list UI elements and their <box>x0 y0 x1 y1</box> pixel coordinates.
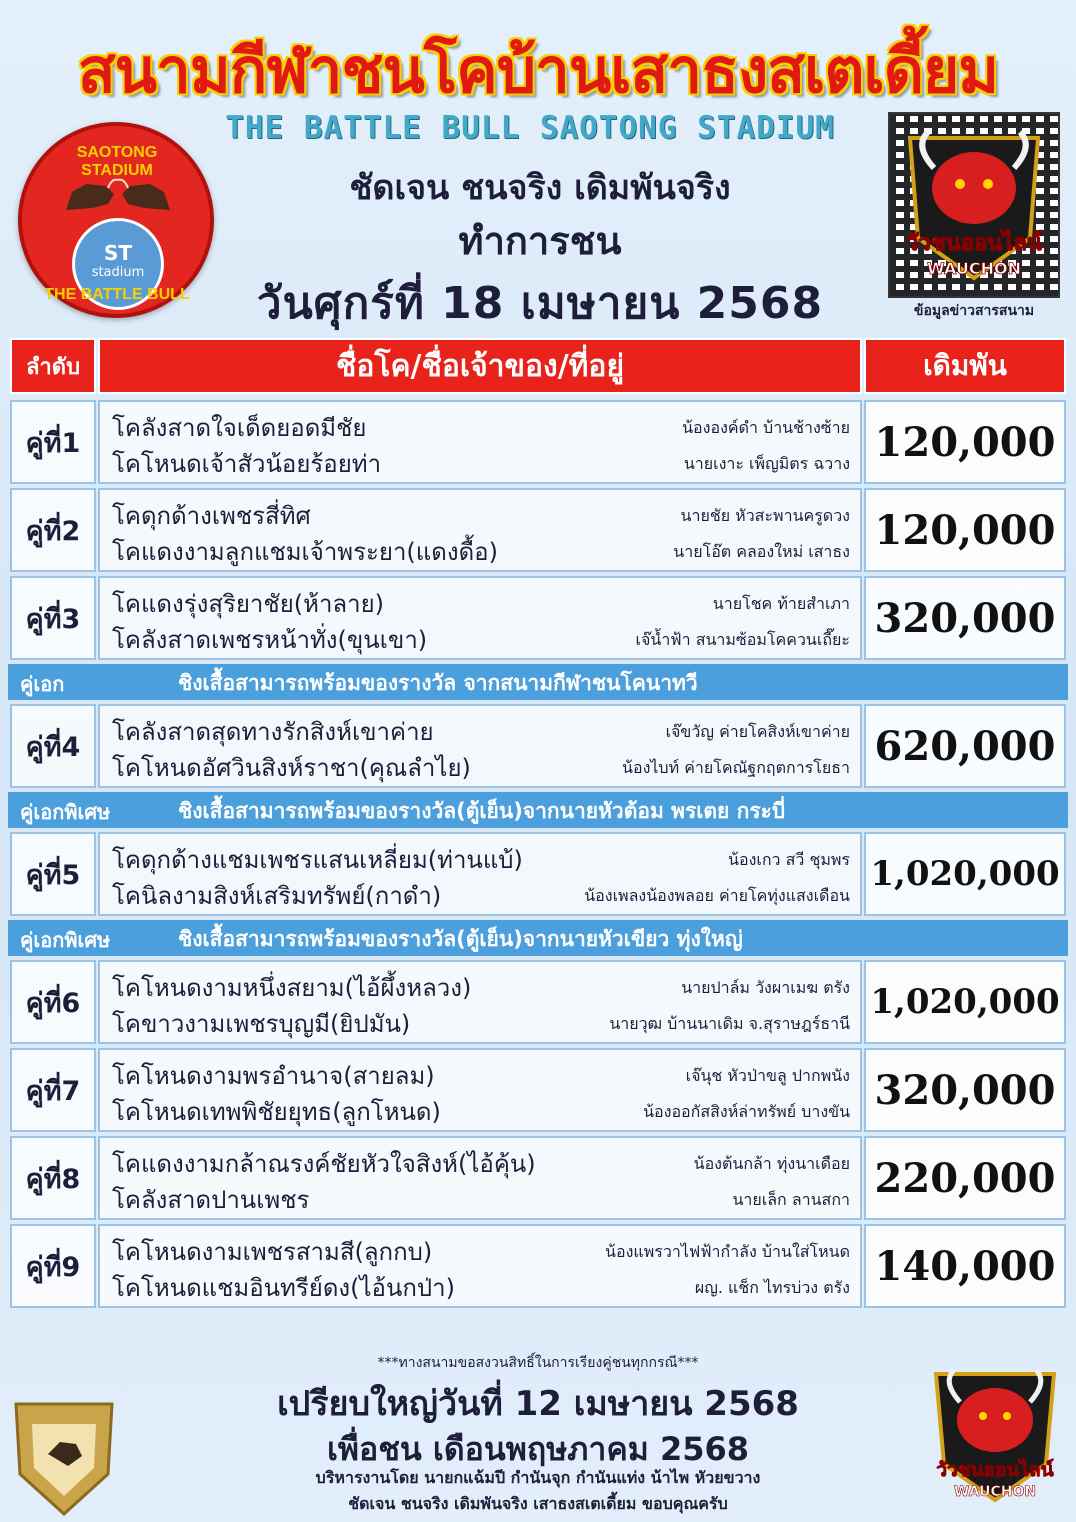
footer-management: บริหารงานโดย นายกแฉ้มปี กำนันจุก กำนันแท่ง น้าไพ หัวยขวาง <box>315 1468 761 1487</box>
owner-b: เจ๊น้ำฟ้า สนามซ้อมโคควนเถี๊ยะ <box>635 630 850 649</box>
bull-b-name: โคลังสาดปานเพชร <box>112 1186 310 1214</box>
logo-ring-bottom-text: THE BATTLE BULL <box>44 286 190 303</box>
bull-b-name: โคโหนดเจ้าสัวน้อยร้อยท่า <box>112 450 382 478</box>
match-names <box>98 576 862 660</box>
match-row-5 <box>8 832 1068 916</box>
match-row-2 <box>8 488 1068 572</box>
logo-center-big: ST <box>103 241 133 265</box>
banner-label: คู่เอกพิเศษ <box>20 800 111 824</box>
page-title-thai: สนามกีฬาชนโคบ้านเสาธงสเตเดี้ยม <box>77 34 999 107</box>
match-names <box>98 960 862 1044</box>
logo-center-small: stadium <box>91 265 145 280</box>
match-number: คู่ที่5 <box>10 832 96 916</box>
bull-b-name: โคลังสาดเพชรหน้าทั่ง(ขุนเขา) <box>112 626 428 654</box>
header-order: ลำดับ <box>10 338 96 394</box>
match-row-6 <box>8 960 1068 1044</box>
bet-amount: 140,000 <box>864 1224 1066 1308</box>
badge-thai-text-bottom: วัวชนออนไลน์ <box>936 1459 1054 1481</box>
banner-label: คู่เอกพิเศษ <box>20 928 111 952</box>
prize-banner-3 <box>8 920 1068 956</box>
match-names <box>98 704 862 788</box>
prize-banner-1 <box>8 664 1068 700</box>
owner-a: น้องต้นกล้า ทุ่งนาเดือย <box>693 1154 850 1173</box>
bull-a-name: โคลังสาดใจเด็ดยอดมีชัย <box>112 414 367 442</box>
tagline: ชัดเจน ชนจริง เดิมพันจริง <box>349 168 731 208</box>
match-row-4 <box>8 704 1068 788</box>
owner-a: เจ๊นุช หัวป่าขลู ปากพนัง <box>685 1066 850 1085</box>
owner-b: นายโอ๊ต คลองใหม่ เสาธง <box>673 542 850 561</box>
page-title-english: THE BATTLE BULL SAOTONG STADIUM <box>225 110 835 146</box>
logo-ring-top-text: SAOTONG STADIUM <box>76 144 158 179</box>
bet-amount: 120,000 <box>864 488 1066 572</box>
bull-b-name: โคโหนดแชมอินทรีย์ดง(ไอ้นกป่า) <box>112 1274 455 1302</box>
header-bet: เดิมพัน <box>864 338 1066 394</box>
owner-a: นายโชค ท้ายสำเภา <box>712 594 850 613</box>
bet-amount: 1,020,000 <box>864 960 1066 1044</box>
bulls-fighting-icon <box>62 170 174 216</box>
wauchon-bull-badge-icon <box>890 118 1058 288</box>
bull-a-name: โคโหนดงามเพชรสามสี(ลูกกบ) <box>112 1238 433 1266</box>
owner-b: ผญ. แช็ก ไทรบ่วง ตรัง <box>694 1278 850 1297</box>
bull-b-name: โคโหนดอัศวินสิงห์ราชา(คุณลำไย) <box>112 754 471 782</box>
footer-fight-month: เพื่อชน เดือนพฤษภาคม 2568 <box>326 1430 750 1468</box>
match-number: คู่ที่3 <box>10 576 96 660</box>
owner-a: เจ๊ขวัญ ค่ายโคสิงห์เขาค่าย <box>665 722 850 741</box>
match-names <box>98 1136 862 1220</box>
owner-b: นายเล็ก ลานสกา <box>732 1190 850 1209</box>
match-names <box>98 1224 862 1308</box>
owner-a: น้องแพรวาไฟฟ้ากำลัง บ้านใส่โหนด <box>605 1242 850 1261</box>
match-names <box>98 400 862 484</box>
owner-b: น้องเพลงน้องพลอย ค่ายโคทุ่งแสงเดือน <box>584 886 850 905</box>
footer-weighing-date: เปรียบใหญ่วันที่ 12 เมษายน 2568 <box>277 1384 799 1424</box>
event-label: ทำการชน <box>458 219 622 263</box>
bull-a-name: โคโหนดงามหนึ่งสยาม(ไอ้ผึ้งหลวง) <box>112 974 472 1002</box>
shield-logo-icon <box>8 1394 120 1520</box>
banner-label: คู่เอก <box>20 672 65 696</box>
match-row-8 <box>8 1136 1068 1220</box>
banner-text: ชิงเสื้อสามารถพร้อมของรางวัล(ตู้เย็น)จากนายหัวเขียว ทุ่งใหญ่ <box>178 927 743 951</box>
footer-thanks: ชัดเจน ชนจริง เดิมพันจริง เสาธงสเตเดี้ยม ขอบคุณครับ <box>348 1494 728 1513</box>
banner-text: ชิงเสื้อสามารถพร้อมของรางวัล จากสนามกีฬาชนโคนาทวี <box>178 671 698 695</box>
match-number: คู่ที่1 <box>10 400 96 484</box>
header-names: ชื่อโค/ชื่อเจ้าของ/ที่อยู่ <box>98 338 862 394</box>
match-row-7 <box>8 1048 1068 1132</box>
bet-amount: 120,000 <box>864 400 1066 484</box>
match-table <box>8 336 1068 1308</box>
bull-b-name: โคนิลงามสิงห์เสริมทรัพย์(กาดำ) <box>112 882 442 910</box>
owner-a: นายปาล์ม วังผาเมฆ ตรัง <box>681 978 850 997</box>
match-number: คู่ที่7 <box>10 1048 96 1132</box>
match-names <box>98 488 862 572</box>
badge-english-text: WAUCHON <box>927 259 1021 278</box>
match-names <box>98 832 862 916</box>
match-row-1 <box>8 400 1068 484</box>
badge-thai-text: วัวชนออนไลน์ <box>906 231 1042 256</box>
match-number: คู่ที่8 <box>10 1136 96 1220</box>
bull-a-name: โคแดงงามกล้าณรงค์ชัยหัวใจสิงห์(ไอ้คุ้น) <box>112 1150 536 1178</box>
bull-a-name: โคแดงรุ่งสุริยาชัย(ห้าลาย) <box>112 590 385 618</box>
match-row-9 <box>8 1224 1068 1308</box>
prize-banner-2 <box>8 792 1068 828</box>
bet-amount: 1,020,000 <box>864 832 1066 916</box>
bet-amount: 220,000 <box>864 1136 1066 1220</box>
match-number: คู่ที่4 <box>10 704 96 788</box>
match-row-3 <box>8 576 1068 660</box>
bet-amount: 320,000 <box>864 1048 1066 1132</box>
qr-caption: ข้อมูลข่าวสารสนาม <box>913 303 1035 319</box>
match-names <box>98 1048 862 1132</box>
owner-b: น้องไบท์ ค่ายโคณัฐกฤตการโยธา <box>622 758 850 777</box>
owner-b: น้องออกัสสิงห์ล่าทรัพย์ บางขัน <box>643 1102 850 1121</box>
bull-a-name: โคดุกด้างแชมเพชรแสนเหลี่ยม(ท่านแบ้) <box>112 846 523 874</box>
bet-amount: 620,000 <box>864 704 1066 788</box>
badge-english-text-bottom: WAUCHON <box>953 1484 1037 1500</box>
table-header <box>8 336 1068 396</box>
wauchon-bull-badge-icon-bottom <box>920 1360 1070 1510</box>
banner-text: ชิงเสื้อสามารถพร้อมของรางวัล(ตู้เย็น)จากนายหัวต้อม พรเตย กระบี่ <box>178 799 786 823</box>
bull-a-name: โคลังสาดสุดทางรักสิงห์เขาค่าย <box>112 718 434 746</box>
match-number: คู่ที่2 <box>10 488 96 572</box>
bull-b-name: โคแดงงามลูกแชมเจ้าพระยา(แดงดื้อ) <box>112 538 498 566</box>
bull-a-name: โคโหนดงามพรอำนาจ(สายลม) <box>112 1062 435 1090</box>
bet-amount: 320,000 <box>864 576 1066 660</box>
owner-a: น้องเกว สวี ชุมพร <box>728 850 850 869</box>
match-number: คู่ที่6 <box>10 960 96 1044</box>
owner-a: น้ององค์ดำ บ้านช้างซ้าย <box>682 418 850 437</box>
bull-b-name: โคขาวงามเพชรบุญมี(ยิปมัน) <box>112 1010 411 1038</box>
stadium-logo <box>18 122 214 318</box>
match-number: คู่ที่9 <box>10 1224 96 1308</box>
owner-b: นายวุฒ บ้านนาเดิม จ.สุราษฎร์ธานี <box>609 1014 850 1033</box>
event-date: วันศุกร์ที่ 18 เมษายน 2568 <box>256 278 824 329</box>
disclaimer-note: ***ทางสนามขอสงวนสิทธิ์ในการเรียงคู่ชนทุกกรณี*** <box>377 1355 699 1371</box>
bull-a-name: โคดุกด้างเพชรสี่ทิศ <box>112 502 311 530</box>
owner-a: นายชัย หัวสะพานครูดวง <box>680 506 850 525</box>
owner-b: นายเงาะ เพ็ญมิตร ฉวาง <box>683 454 850 473</box>
bull-b-name: โคโหนดเทพพิชัยยุทธ(ลูกโหนด) <box>112 1098 441 1126</box>
